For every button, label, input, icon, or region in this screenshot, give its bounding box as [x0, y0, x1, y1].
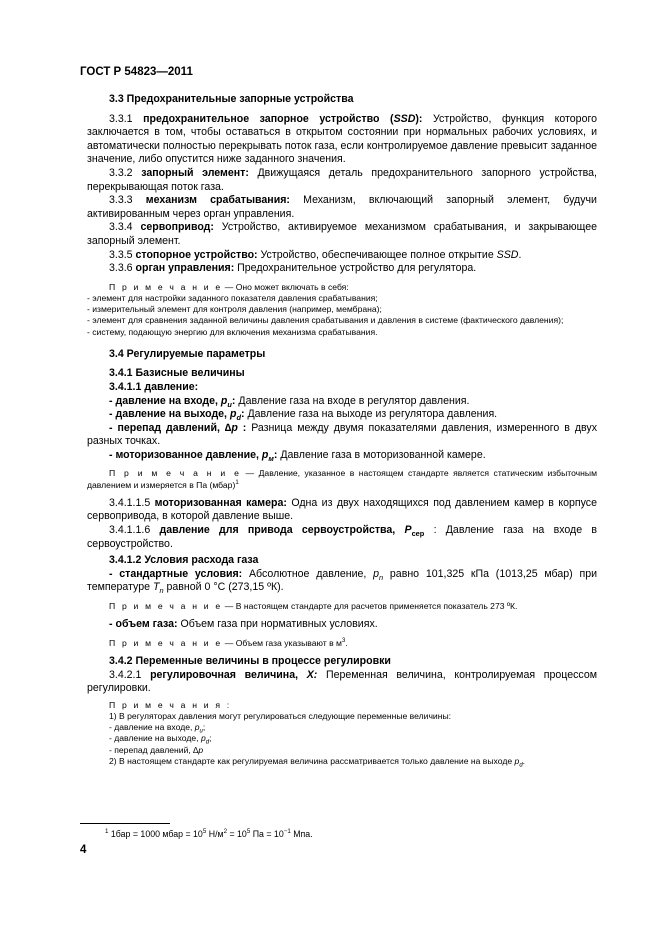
section-3-4-1-heading: 3.4.1 Базисные величины [109, 367, 245, 380]
term-3-3-5: 3.3.5 стопорное устройство: Устройство, обеспечивающее полное открытие SSD. [109, 248, 522, 261]
term-3-4-2-1: 3.4.2.1 регулировочная величина, X: Переменная величина, контролируемая процессом регулировки. [87, 668, 597, 695]
notes-item-2: 2) В настоящем стандарте как регулируемая величина рассматривается только давление на выходе $p_d$. [109, 755, 526, 769]
term-standard-conditions: - стандартные условия: Абсолютное давление, $p_n$ равно 101,325 кПа (1013,25 мбар) при температуре $T_n$ равной 0 °С (273,15 ºК). [87, 567, 597, 596]
note-3-3-item: - элемент для сравнения заданной величины давления срабатывания и давления в системе (фактического давления); [87, 315, 564, 326]
section-3-4-2-heading: 3.4.2 Переменные величины в процессе регулировки [109, 655, 391, 668]
footnote-ref: 1 [235, 479, 239, 486]
page-number: 4 [80, 844, 87, 856]
term-motorized-pressure: - моторизованное давление, $p_м$: Давление газа в моторизованной камере. [109, 448, 486, 463]
notes-subitem: - давление на выходе, $p_d$; [109, 733, 212, 747]
note-273k: П р и м е ч а н и е — В настоящем стандарте для расчетов применяется показатель 273 ºК. [109, 601, 518, 612]
document-header: ГОСТ Р 54823—2011 [80, 66, 193, 78]
section-3-3-heading: 3.3 Предохранительные запорные устройства [109, 93, 354, 105]
term-3-4-1-1: 3.4.1.1 давление: [109, 380, 199, 393]
note-3-3-item: - систему, подающую энергию для включения механизма срабатывания. [87, 326, 378, 337]
notes-subitem: - давление на входе, $p_u$; [109, 722, 206, 735]
document-body [87, 93, 597, 767]
section-3-4-heading: 3.4 Регулируемые параметры [109, 347, 266, 360]
note-gas-volume: П р и м е ч а н и е — Объем газа указывают в $м^3$. [109, 637, 348, 648]
term-3-4-1-1-6: 3.4.1.1.6 давление для привода сервоустройства, $P_{сер}$ : Давление газа на входе в сервоустройство. [87, 524, 597, 550]
footnote-divider [80, 823, 170, 824]
section-3-4-1-2-heading: 3.4.1.2 Условия расхода газа [109, 554, 259, 567]
note-3-3-item: - элемент для настройки заданного показателя давления срабатывания; [87, 292, 378, 303]
term-gas-volume: - объем газа: Объем газа при нормативных условиях. [109, 618, 378, 631]
term-3-3-3: 3.3.3 механизм срабатывания: Механизм, включающий запорный элемент, будучи активированным через орган управления. [87, 194, 597, 220]
term-3-3-2: 3.3.2 запорный элемент: Движущаяся деталь предохранительного запорного устройства, перекрывающая поток газа. [87, 166, 597, 193]
term-3-3-4: 3.3.4 сервопривод: Устройство, активируемое механизмом срабатывания, и закрывающее запорный элемент. [87, 221, 597, 247]
note-3-3-item: - измерительный элемент для контроля давления (например, мембрана); [87, 304, 382, 315]
term-3-3-1: 3.3.1 предохранительное запорное устройство (SSD): Устройство, функция которого заключается в том, чтобы оставаться в открытом состоянии при нормальных рабочих условиях, и автоматически полностью перекрывать поток газа, если контролируемое давление превысит заданное значение, либо опустится ниже заданного значения. [87, 112, 597, 166]
notes-label: П р и м е ч а н и я : [109, 699, 232, 710]
term-outlet-pressure: - давление на выходе, $p_d$: Давление газа на выходе из регулятора давления. [109, 408, 498, 423]
term-3-4-1-1-5: 3.4.1.1.5 моторизованная камера: Одна из двух находящихся под давлением камер в корпусе сервопривода, в которой давление выше. [87, 496, 597, 523]
note-3-3: П р и м е ч а н и е — Оно может включать в себя: [109, 281, 349, 292]
notes-subitem: - перепад давлений, ∆p [109, 744, 204, 755]
notes-item-1: 1) В регуляторах давления могут регулироваться следующие переменные величины: [109, 711, 452, 722]
note-pressure: П р и м е ч а н и е — Давление, указанное в настоящем стандарте является статическим избыточным давлением и измеряется в Па (мбар)$^1$ [87, 468, 597, 490]
footnote: $^1$ 1бар = 1000 мбар = $10^5$ $Н/м^2 = 10^5$ Па = $10^{-1}$ Мпа. [105, 828, 313, 839]
term-pressure-difference: - перепад давлений, ∆p : Разница между двумя показателями давления, измеренного в двух разных точках. [87, 421, 597, 448]
term-inlet-pressure: - давление на входе, $p_u$: Давление газа на входе в регулятор давления. [109, 394, 470, 409]
term-3-3-6: 3.3.6 орган управления: Предохранительное устройство для регулятора. [109, 262, 477, 275]
